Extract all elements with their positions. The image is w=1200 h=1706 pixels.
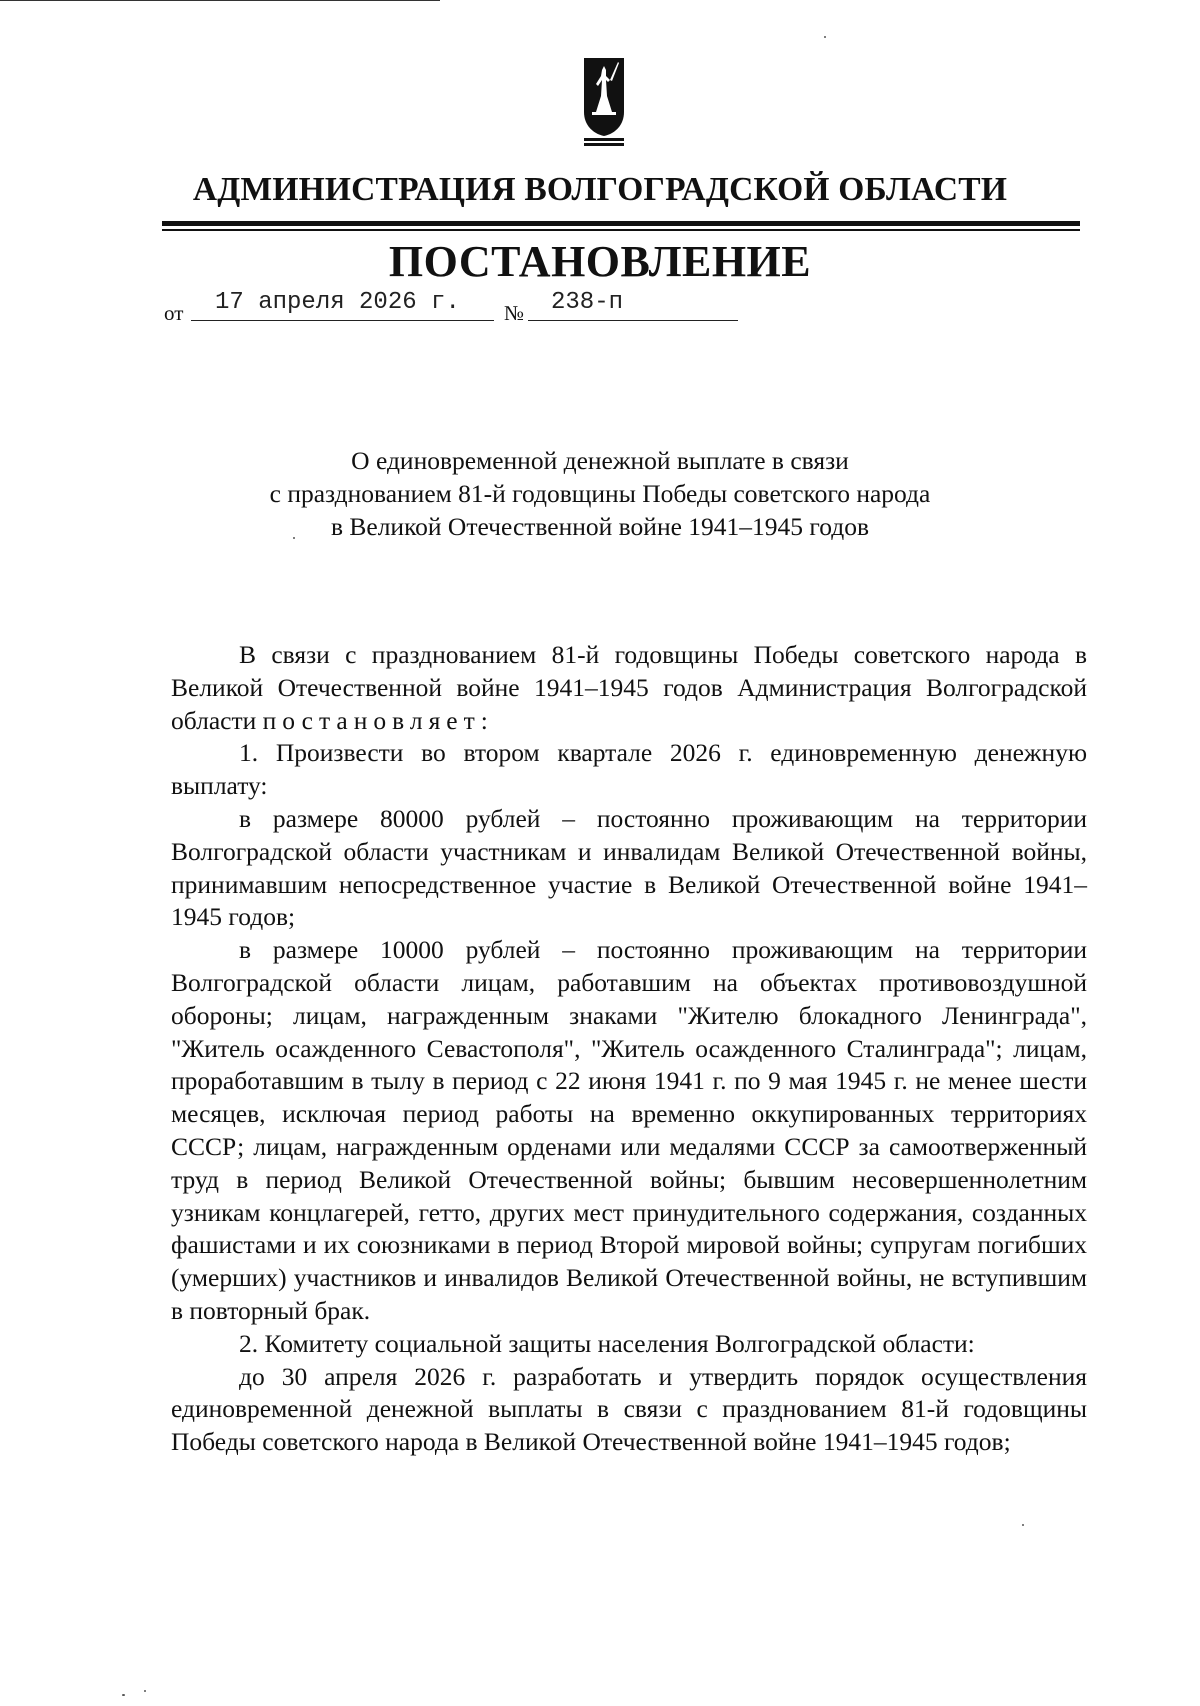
date-value: 17 апреля 2026 г. — [215, 289, 460, 316]
title-line: с празднованием 81-й годовщины Победы советского народа — [269, 479, 931, 508]
scan-speck — [1022, 1524, 1024, 1526]
date-label: от — [164, 301, 184, 325]
preamble-text: В связи с празднованием 81-й годовщины Победы советского народа в Великой Отечественной войне 1941–1945 годов Администрация Волгоградской области — [171, 640, 1087, 735]
payment-10000-paragraph: в размере 10000 рублей – постоянно проживающим на территории Волгоградской области лицам, работавшим на объектах противовоздушной обороны; лицам, награжденным знаками "Жителю блокадного Ленинграда", "Житель осажденного Севастополя", "Житель осажденного Сталинграда"; лицам, проработавшим в тылу в период с 22 июня 1941 г. по 9 мая 1945 г. не менее шести месяцев, исключая период работы на временно оккупированных территориях СССР; лицам, награжденным орденами или медалями СССР за самоотверженный труд в период Великой Отечественной войны; бывшим несовершеннолетним узникам концлагерей, гетто, других мест принудительного содержания, созданных фашистами и их союзниками в период Второй мировой войны; супругам погибших (умерших) участников и инвалидов Великой Отечественной войны, не вступившим в повторный брак. — [171, 935, 1087, 1325]
scan-speck — [824, 36, 826, 38]
number-label: № — [504, 301, 525, 325]
document-type: ПОСТАНОВЛЕНИЕ — [388, 237, 812, 286]
procedure-deadline-paragraph: до 30 апреля 2026 г. разработать и утвердить порядок осуществления единовременной денежной выплаты в связи с празднованием 81-й годовщины Победы советского народа в Великой Отечественной войне 1941–1945 годов; — [171, 1361, 1087, 1457]
document-title — [0, 444, 1200, 543]
payment-80000-paragraph: в размере 80000 рублей – постоянно проживающим на территории Волгоградской области участникам и инвалидам Великой Отечественной войны, принимавшим непосредственное участие в Великой Отечественной войне 1941–1945 годов; — [171, 803, 1087, 932]
resolves-word: постановляет: — [262, 705, 494, 735]
clause-1-paragraph: 1. Произвести во втором квартале 2026 г. единовременную денежную выплату: — [171, 738, 1087, 801]
title-line: О единовременной денежной выплате в связи — [351, 446, 849, 475]
scan-speck — [293, 537, 295, 539]
agency-name: АДМИНИСТРАЦИЯ ВОЛГОГРАДСКОЙ ОБЛАСТИ — [192, 171, 1008, 208]
date-underline — [191, 320, 494, 321]
preamble-paragraph — [171, 639, 1087, 737]
document-body — [171, 639, 1087, 1459]
scan-speck — [144, 1690, 146, 1692]
number-underline — [528, 320, 738, 321]
volgograd-coat-of-arms-icon — [582, 56, 626, 148]
title-line: в Великой Отечественной войне 1941–1945 годов — [330, 512, 870, 541]
number-value: 238-п — [551, 289, 624, 316]
scan-edge-line — [0, 0, 440, 1]
scan-speck — [122, 1694, 125, 1696]
clause-2-paragraph: 2. Комитету социальной защиты населения Волгоградской области: — [239, 1328, 975, 1358]
header-rule-thin — [162, 229, 1080, 231]
header-rule-thick — [162, 221, 1080, 226]
